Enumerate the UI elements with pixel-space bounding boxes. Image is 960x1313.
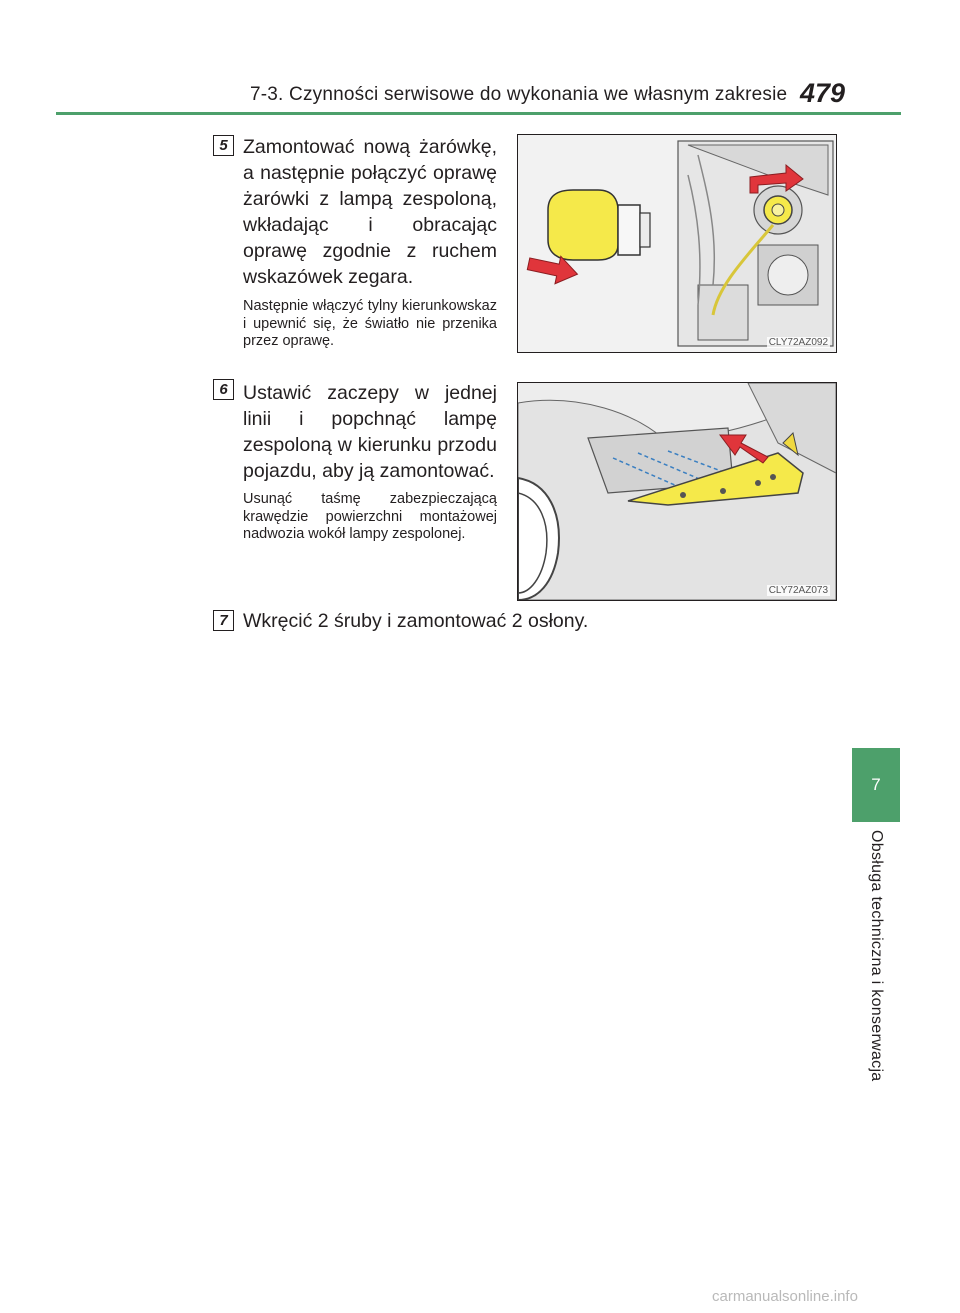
step-5-note: Następnie włączyć tylny kierunkowskaz i upewnić się, że światło nie przenika przez oprawę.: [243, 298, 497, 349]
step-6-text: Ustawić zaczepy w jednej linii i popchnąć lampę zespoloną w kierunku przodu pojazdu, aby ją zamontować.: [243, 382, 497, 482]
figure-code: CLY72AZ092: [768, 337, 828, 348]
step-badge-7: 7: [213, 610, 234, 631]
combination-lamp-illustration: [517, 382, 837, 601]
header-divider: [56, 112, 901, 115]
step-badge-6: 6: [213, 379, 234, 400]
step-6-note: Usunąć taśmę zabezpieczającą krawędzie powierzchni montażowej nadwozia wokół lampy zespolonej.: [243, 491, 497, 542]
step-badge-5: 5: [213, 135, 234, 156]
watermark: carmanualsonline.info: [712, 1288, 858, 1305]
section-title: 7-3. Czynności serwisowe do wykonania we własnym zakresie: [250, 84, 788, 105]
chapter-label-text: Obsługa techniczna i konserwacja: [868, 830, 885, 1082]
step-7-text: Wkręcić 2 śruby i zamontować 2 osłony.: [243, 610, 589, 632]
bulb-holder-illustration: [517, 134, 837, 353]
chapter-tab: 7: [852, 748, 900, 822]
figure-code: CLY72AZ073: [768, 585, 828, 596]
page-number: 479: [800, 78, 846, 108]
step-5-text: Zamontować nową żarówkę, a następnie połączyć oprawę żarówki z lampą zespoloną, wkładając i obracając oprawę zgodnie z ruchem wskazówek zegara.: [243, 136, 497, 288]
